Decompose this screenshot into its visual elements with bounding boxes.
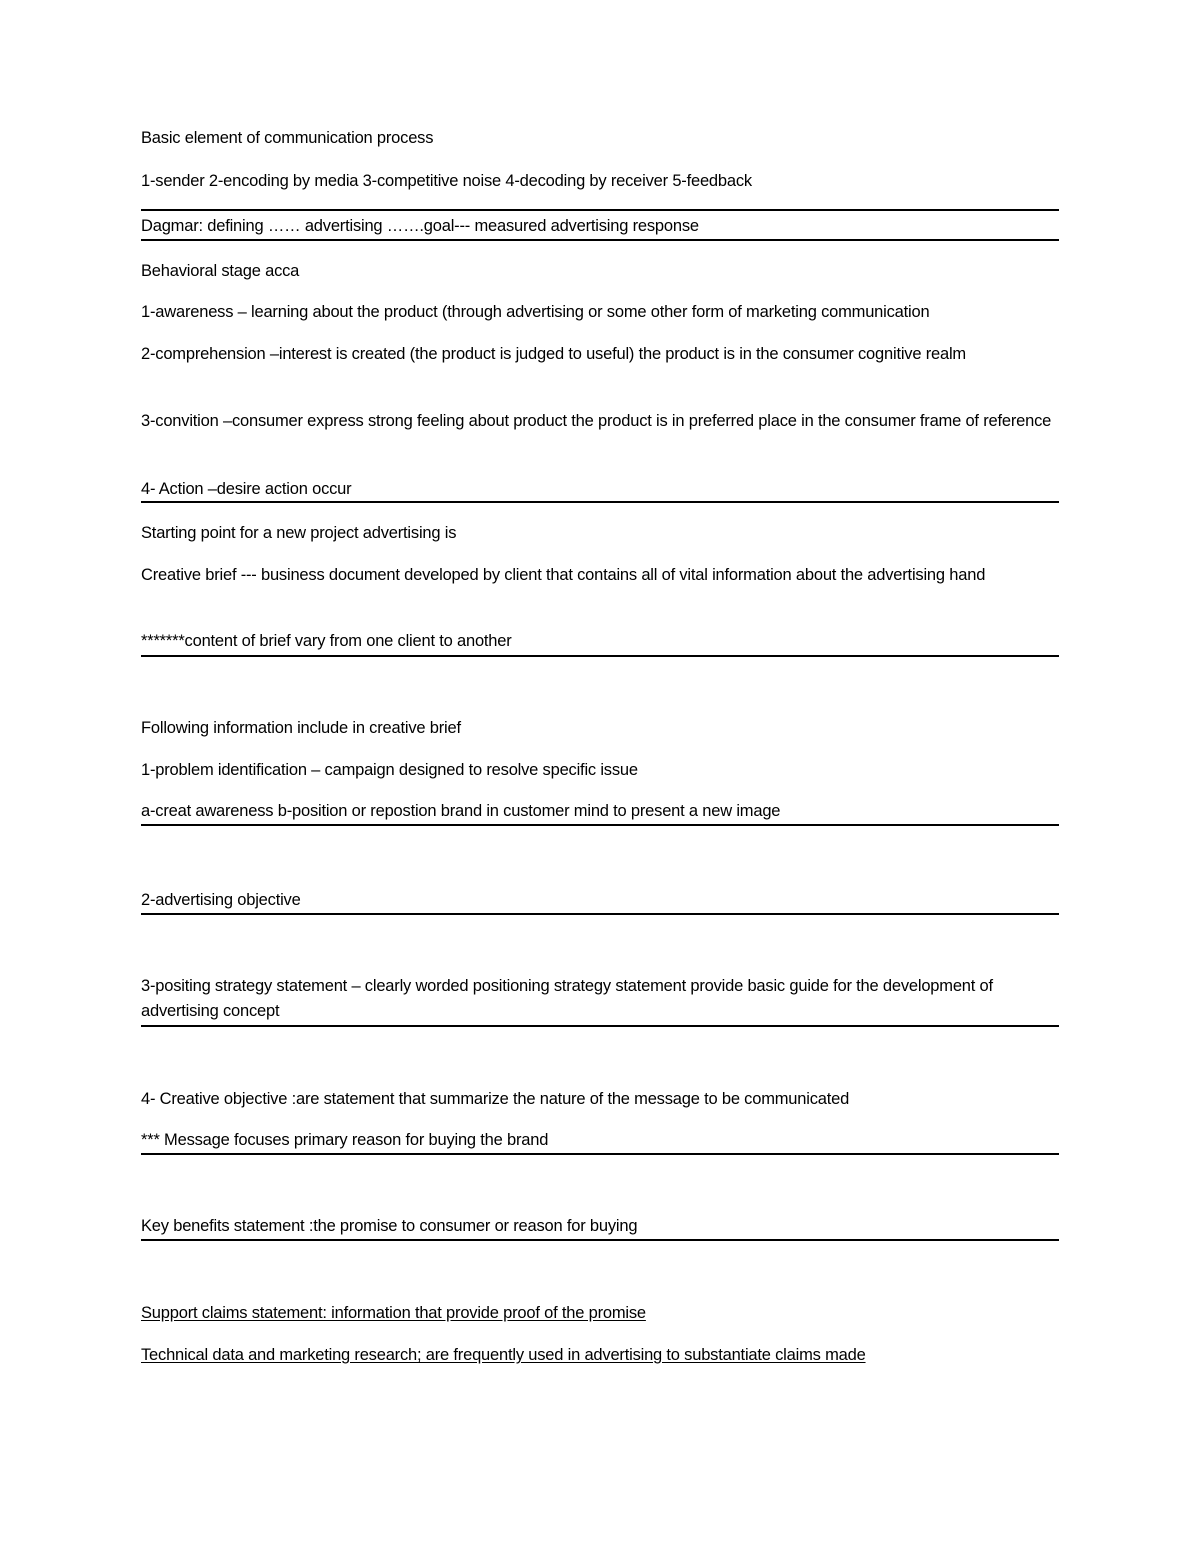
starting-point-heading: Starting point for a new project advertising is (141, 524, 457, 542)
stage-action: 4- Action –desire action occur (141, 480, 352, 498)
positioning-strategy-statement: 3-positing strategy statement – clearly worded positioning strategy statement provide basic guide for the development of advertising concept (141, 977, 993, 1020)
problem-identification-detail: a-creat awareness b-position or repostion brand in customer mind to present a new image (141, 802, 781, 820)
divider (141, 824, 1059, 826)
problem-identification: 1-problem identification – campaign designed to resolve specific issue (141, 761, 638, 779)
creative-brief-definition: Creative brief --- business document developed by client that contains all of vital information about the advertising hand (141, 566, 986, 584)
divider (141, 501, 1059, 503)
divider (141, 209, 1059, 211)
divider (141, 1025, 1059, 1027)
stage-conviction: 3-convition –consumer express strong feeling about product the product is in preferred place in the consumer frame of reference (141, 412, 1052, 430)
advertising-objective: 2-advertising objective (141, 891, 301, 909)
communication-process-elements: 1-sender 2-encoding by media 3-competitive noise 4-decoding by receiver 5-feedback (141, 172, 752, 190)
divider (141, 1239, 1059, 1241)
heading-behavioral-stage: Behavioral stage acca (141, 262, 300, 280)
stage-awareness: 1-awareness – learning about the product (through advertising or some other form of marketing communication (141, 303, 930, 321)
creative-objective: 4- Creative objective :are statement that summarize the nature of the message to be communicated (141, 1090, 850, 1108)
technical-data-note: Technical data and marketing research; are frequently used in advertising to substantiate claims made (141, 1346, 866, 1364)
key-benefits-statement: Key benefits statement :the promise to consumer or reason for buying (141, 1217, 638, 1235)
heading-communication-process: Basic element of communication process (141, 129, 434, 147)
brief-content-note: *******content of brief vary from one client to another (141, 632, 512, 650)
divider (141, 913, 1059, 915)
support-claims-statement: Support claims statement: information that provide proof of the promise (141, 1304, 646, 1322)
creative-brief-info-heading: Following information include in creative brief (141, 719, 461, 737)
stage-comprehension: 2-comprehension –interest is created (the product is judged to useful) the product is in the consumer cognitive realm (141, 345, 966, 363)
divider (141, 239, 1059, 241)
message-focus-note: *** Message focuses primary reason for buying the brand (141, 1131, 549, 1149)
divider (141, 655, 1059, 657)
dagmar-definition: Dagmar: defining …… advertising …….goal--- measured advertising response (141, 217, 699, 235)
divider (141, 1153, 1059, 1155)
